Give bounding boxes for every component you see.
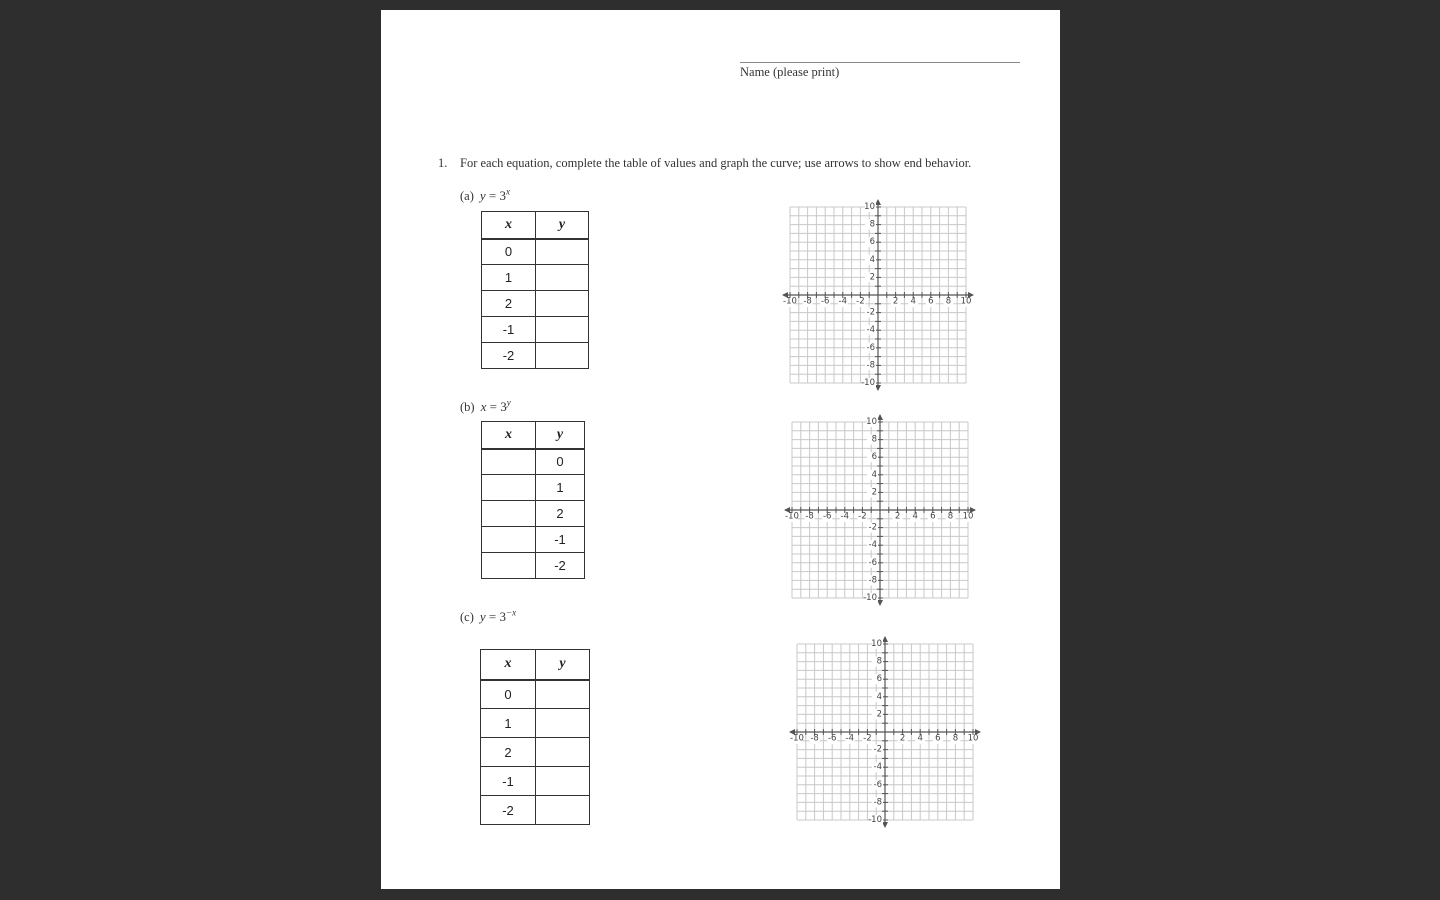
x-tick-label: -4 xyxy=(840,511,850,522)
part-c-label xyxy=(460,608,516,625)
y-tick-label: -2 xyxy=(868,522,877,533)
cell-x: -2 xyxy=(481,796,536,825)
equation: y = 3$^x$ xyxy=(479,187,510,204)
question-text: For each equation, complete the table of values and graph the curve; use arrows to show end behavior. xyxy=(460,156,972,170)
y-tick-label: -6 xyxy=(873,779,882,790)
x-tick-label: 4 xyxy=(912,511,918,522)
y-tick-label: 6 xyxy=(876,674,882,685)
part-letter: (c) xyxy=(460,610,474,625)
graph-b[interactable] xyxy=(783,413,977,612)
x-tick-label: -10 xyxy=(783,296,797,307)
y-tick-label: -4 xyxy=(866,325,875,336)
x-tick-label: 2 xyxy=(892,296,899,307)
y-tick-label: -8 xyxy=(866,360,875,371)
cell-y[interactable] xyxy=(536,738,590,767)
x-tick-label: -2 xyxy=(856,296,865,307)
x-tick-label: 8 xyxy=(952,733,959,744)
x-tick-label: -8 xyxy=(803,296,812,307)
cell-x[interactable] xyxy=(482,501,536,527)
x-tick-label: 4 xyxy=(917,733,923,744)
coordinate-grid xyxy=(788,635,982,829)
table-c xyxy=(480,649,590,825)
cell-x[interactable] xyxy=(482,475,536,501)
name-underline[interactable] xyxy=(740,62,1020,63)
equation: x = 3$^y$ xyxy=(480,398,511,415)
cell-y[interactable] xyxy=(536,265,589,291)
y-tick-label: -4 xyxy=(868,540,877,551)
x-tick-label: -6 xyxy=(820,296,830,307)
cell-x: -1 xyxy=(481,767,536,796)
cell-y[interactable] xyxy=(536,343,589,369)
cell-y[interactable] xyxy=(536,709,590,738)
y-tick-label: -2 xyxy=(873,744,882,755)
x-tick-label: 10 xyxy=(962,511,974,522)
x-tick-label: -2 xyxy=(858,511,867,522)
cell-y[interactable] xyxy=(536,767,590,796)
part-letter: (a) xyxy=(460,189,474,204)
x-tick-label: 4 xyxy=(910,296,916,307)
y-tick-label: -2 xyxy=(866,307,875,318)
cell-y: 1 xyxy=(536,475,585,501)
part-b-label xyxy=(460,398,511,415)
y-tick-label: 10 xyxy=(866,417,877,427)
graph-c[interactable] xyxy=(788,635,982,834)
header-x: x xyxy=(482,422,536,449)
x-tick-label: 6 xyxy=(930,511,936,522)
x-tick-label: 2 xyxy=(894,511,901,522)
question-1 xyxy=(438,156,971,171)
y-tick-label: 4 xyxy=(869,254,875,265)
y-tick-label: -8 xyxy=(868,575,877,586)
x-tick-label: -8 xyxy=(810,733,819,744)
y-tick-label: -4 xyxy=(873,762,882,773)
cell-y[interactable] xyxy=(536,239,589,265)
cell-y: 0 xyxy=(536,449,585,475)
y-tick-label: -10 xyxy=(861,378,875,388)
cell-x: 0 xyxy=(482,239,536,265)
y-tick-label: 10 xyxy=(871,639,882,649)
y-tick-label: -6 xyxy=(868,557,877,568)
x-tick-label: -8 xyxy=(805,511,814,522)
header-y: y xyxy=(536,422,585,449)
y-tick-label: 8 xyxy=(871,434,877,445)
coordinate-grid xyxy=(781,198,975,392)
x-tick-label: 8 xyxy=(947,511,954,522)
cell-y[interactable] xyxy=(536,291,589,317)
y-tick-label: -8 xyxy=(873,797,882,808)
coordinate-grid xyxy=(783,413,977,607)
x-tick-label: -4 xyxy=(838,296,848,307)
name-label: Name (please print) xyxy=(740,65,840,79)
cell-x: 1 xyxy=(481,709,536,738)
y-tick-label: -10 xyxy=(868,815,882,825)
cell-x: 0 xyxy=(481,680,536,709)
x-tick-label: -6 xyxy=(822,511,832,522)
question-number: 1. xyxy=(438,156,448,170)
cell-y[interactable] xyxy=(536,680,590,709)
x-tick-label: -4 xyxy=(845,733,855,744)
cell-x[interactable] xyxy=(482,527,536,553)
header-y: y xyxy=(536,212,589,239)
x-tick-label: -2 xyxy=(863,733,872,744)
cell-x: -1 xyxy=(482,317,536,343)
y-tick-label: 2 xyxy=(869,272,875,283)
part-a-label xyxy=(460,187,510,204)
y-tick-label: 6 xyxy=(871,452,877,463)
cell-x[interactable] xyxy=(482,553,536,579)
cell-x: 2 xyxy=(482,291,536,317)
x-tick-label: 8 xyxy=(945,296,952,307)
cell-y: -2 xyxy=(536,553,585,579)
y-tick-label: 10 xyxy=(864,202,875,212)
cell-y[interactable] xyxy=(536,317,589,343)
worksheet-page xyxy=(381,10,1060,889)
y-tick-label: 2 xyxy=(876,709,882,720)
cell-y: -1 xyxy=(536,527,585,553)
cell-y[interactable] xyxy=(536,796,590,825)
x-tick-label: -6 xyxy=(827,733,837,744)
cell-y: 2 xyxy=(536,501,585,527)
y-tick-label: -10 xyxy=(863,593,877,603)
cell-x: -2 xyxy=(482,343,536,369)
x-tick-label: 2 xyxy=(899,733,906,744)
y-tick-label: 8 xyxy=(876,656,882,667)
y-tick-label: 2 xyxy=(871,487,877,498)
header-x: x xyxy=(481,650,536,680)
table-b xyxy=(481,421,585,579)
x-tick-label: 6 xyxy=(935,733,941,744)
y-tick-label: 6 xyxy=(869,237,875,248)
x-tick-label: -10 xyxy=(790,733,804,744)
cell-x: 1 xyxy=(482,265,536,291)
cell-x: 2 xyxy=(481,738,536,767)
header-y: y xyxy=(536,650,590,680)
x-tick-label: 10 xyxy=(967,733,979,744)
table-a xyxy=(481,211,589,369)
y-tick-label: 4 xyxy=(871,469,877,480)
equation: $y = 3^{-x}$ xyxy=(479,608,517,625)
graph-a[interactable] xyxy=(781,198,975,397)
y-tick-label: 4 xyxy=(876,691,882,702)
x-tick-label: 6 xyxy=(928,296,934,307)
y-tick-label: 8 xyxy=(869,219,875,230)
part-letter: (b) xyxy=(460,400,475,415)
y-tick-label: -6 xyxy=(866,342,875,353)
x-tick-label: -10 xyxy=(785,511,799,522)
x-tick-label: 10 xyxy=(960,296,972,307)
header-x: x xyxy=(482,212,536,239)
cell-x[interactable] xyxy=(482,449,536,475)
